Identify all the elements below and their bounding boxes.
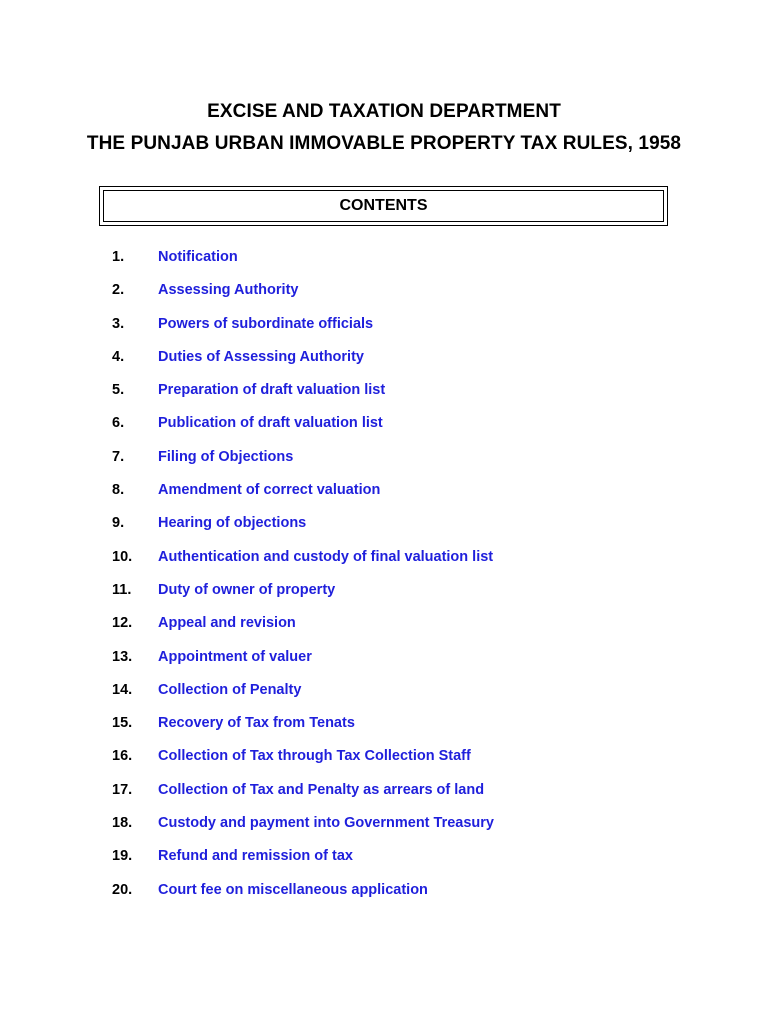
table-of-contents (0, 247, 768, 913)
toc-item-link[interactable]: Duty of owner of property (158, 581, 336, 598)
toc-item (0, 413, 768, 446)
document-header (0, 96, 768, 160)
toc-item (0, 480, 768, 513)
toc-item-link[interactable]: Authentication and custody of final valuation list (158, 548, 494, 565)
toc-item-number: 18. (112, 815, 133, 832)
department-title: EXCISE AND TAXATION DEPARTMENT (207, 101, 561, 122)
toc-item-link[interactable]: Assessing Authority (158, 282, 299, 299)
toc-item-link[interactable]: Recovery of Tax from Tenats (158, 715, 355, 732)
toc-item-number: 2. (112, 282, 125, 299)
toc-item-link[interactable]: Notification (158, 249, 238, 265)
toc-item (0, 680, 768, 713)
toc-item-link[interactable]: Collection of Tax through Tax Collection Staff (158, 748, 471, 765)
toc-item-number: 13. (112, 648, 133, 665)
toc-item-number: 12. (112, 615, 133, 632)
toc-item (0, 647, 768, 680)
toc-item-number: 17. (112, 781, 133, 798)
toc-item-link[interactable]: Publication of draft valuation list (158, 415, 383, 432)
toc-item-link[interactable]: Hearing of objections (158, 515, 307, 532)
toc-item (0, 314, 768, 347)
toc-item-number: 1. (112, 249, 125, 265)
toc-item-link[interactable]: Filing of Objections (158, 448, 294, 465)
toc-item (0, 513, 768, 546)
toc-item-link[interactable]: Court fee on miscellaneous application (158, 881, 428, 898)
toc-item-link[interactable]: Collection of Penalty (158, 681, 302, 698)
toc-item-link[interactable]: Custody and payment into Government Treasury (158, 815, 494, 832)
toc-item (0, 780, 768, 813)
toc-item-number: 8. (112, 482, 125, 499)
contents-heading-box (99, 186, 668, 226)
toc-item-number: 15. (112, 715, 133, 732)
toc-item-number: 16. (112, 748, 133, 765)
rules-title: THE PUNJAB URBAN IMMOVABLE PROPERTY TAX RULES, 1958 (86, 133, 682, 154)
toc-item-link[interactable]: Powers of subordinate officials (158, 315, 374, 332)
contents-heading: CONTENTS (103, 190, 664, 222)
toc-item (0, 846, 768, 879)
toc-item-number: 20. (112, 881, 133, 898)
toc-item (0, 613, 768, 646)
toc-item-number: 10. (112, 548, 133, 565)
toc-item (0, 580, 768, 613)
toc-item (0, 813, 768, 846)
toc-item (0, 713, 768, 746)
toc-item-number: 14. (112, 681, 133, 698)
toc-item-link[interactable]: Collection of Tax and Penalty as arrears of land (158, 781, 485, 798)
toc-item (0, 247, 768, 280)
toc-item-number: 6. (112, 415, 125, 432)
toc-item (0, 280, 768, 313)
toc-item (0, 447, 768, 480)
toc-item-link[interactable]: Amendment of correct valuation (158, 482, 381, 499)
toc-item-link[interactable]: Refund and remission of tax (158, 848, 353, 865)
toc-item-link[interactable]: Duties of Assessing Authority (158, 348, 364, 365)
toc-item-number: 4. (112, 348, 125, 365)
toc-item-number: 3. (112, 315, 125, 332)
toc-item (0, 380, 768, 413)
toc-item-link[interactable]: Preparation of draft valuation list (158, 382, 386, 399)
toc-item-link[interactable]: Appointment of valuer (158, 648, 312, 665)
toc-item-number: 9. (112, 515, 125, 532)
toc-item (0, 547, 768, 580)
toc-item-number: 7. (112, 448, 125, 465)
toc-item-number: 19. (112, 848, 133, 865)
toc-item (0, 880, 768, 913)
toc-item-link[interactable]: Appeal and revision (158, 615, 296, 632)
toc-item-number: 5. (112, 382, 125, 399)
toc-item (0, 347, 768, 380)
toc-item (0, 746, 768, 779)
toc-item-number: 11. (112, 581, 132, 598)
